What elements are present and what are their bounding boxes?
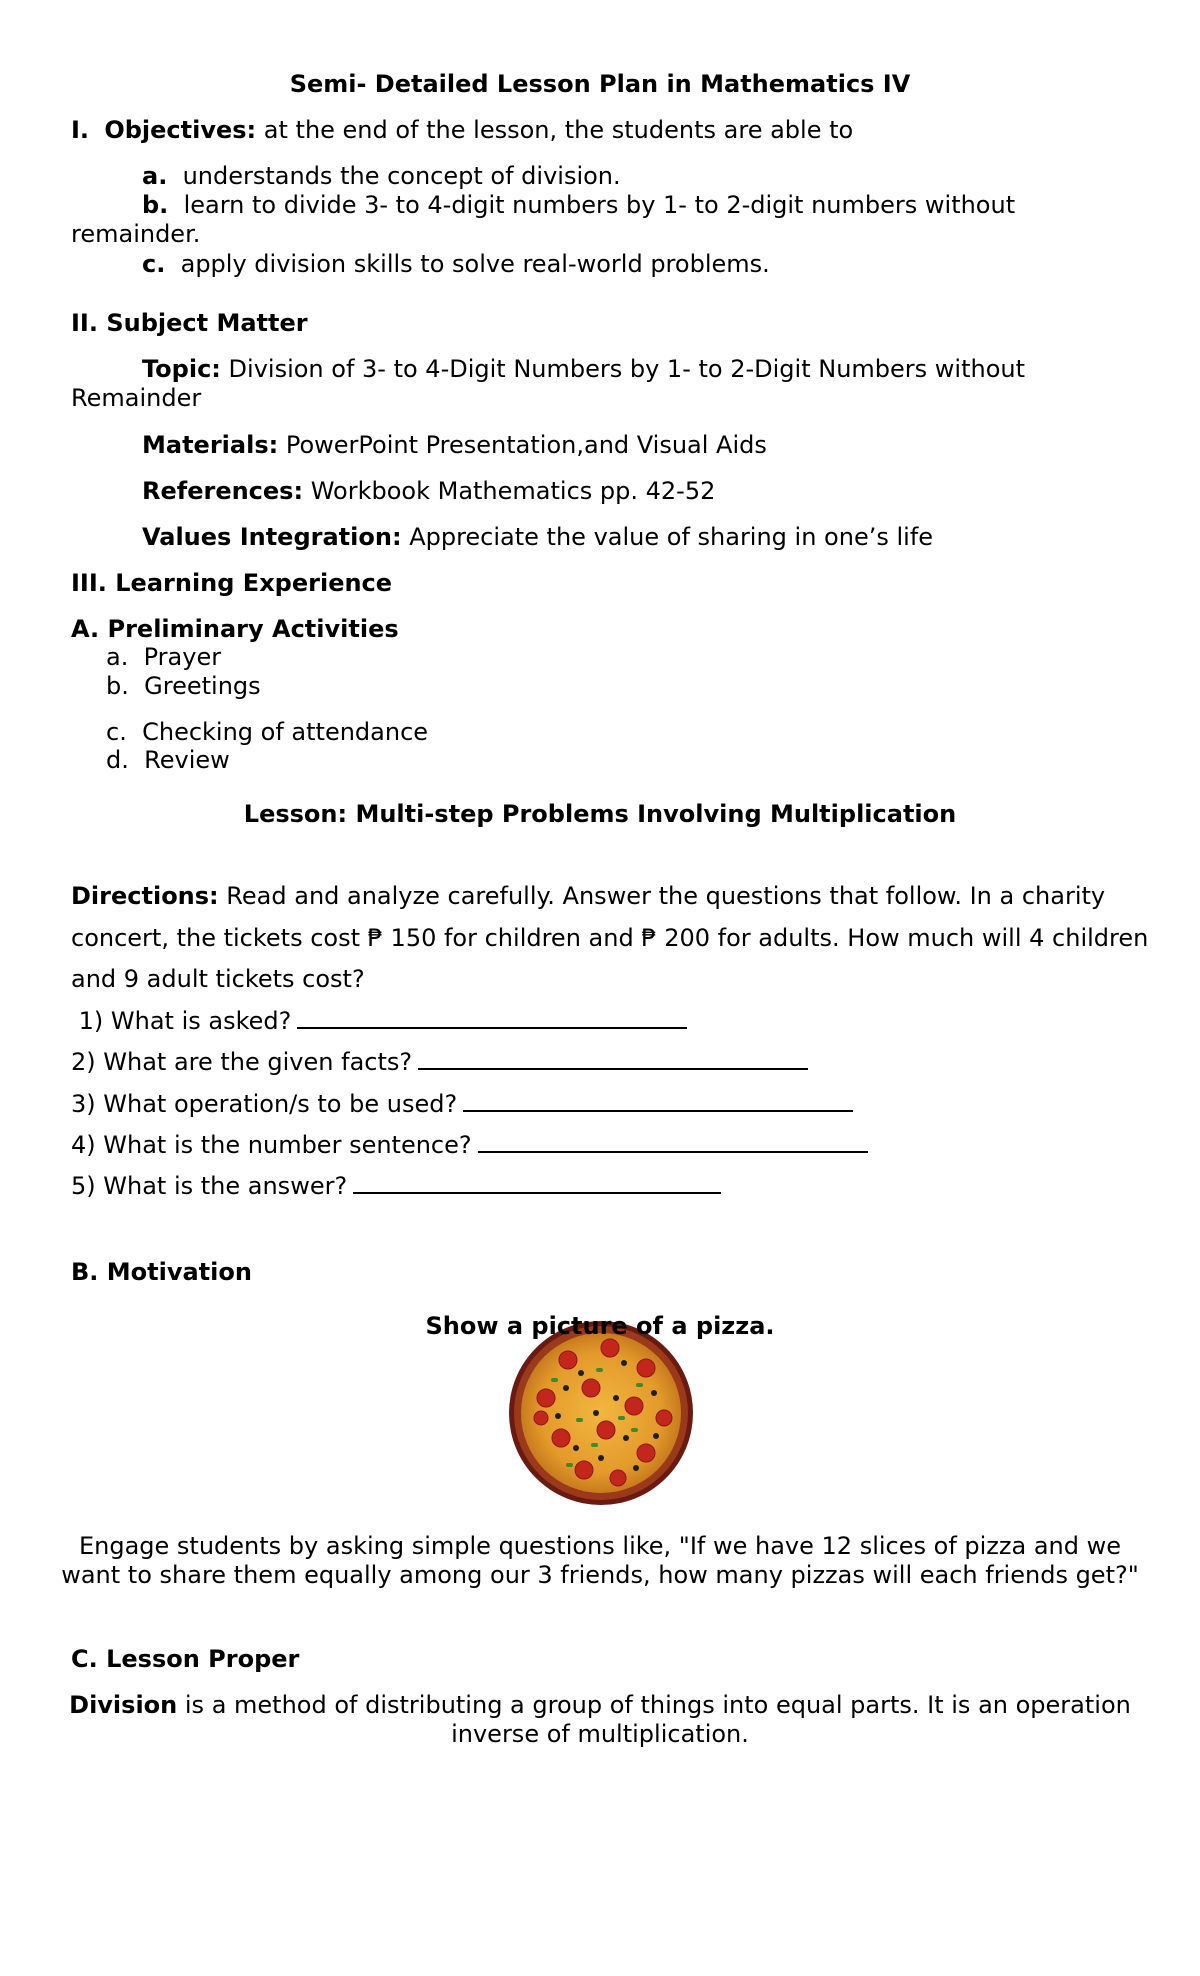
pizza-image <box>506 1318 696 1508</box>
answer-blank[interactable] <box>353 1170 721 1194</box>
engage-line-1: Engage students by asking simple questions like, "If we have 12 slices of pizza and we <box>78 1532 1122 1560</box>
engage-line-2: want to share them equally among our 3 friends, how many pizzas will each friends get?" <box>61 1561 1139 1589</box>
question-item: 5) What is the answer? <box>71 1170 721 1201</box>
directions-line-1: Directions: Read and analyze carefully. Answer the questions that follow. In a charity <box>71 882 1106 910</box>
question-item: 3) What operation/s to be used? <box>71 1088 853 1119</box>
motivation-heading: B. Motivation <box>71 1258 252 1286</box>
directions-line-3: and 9 adult tickets cost? <box>71 965 365 993</box>
learning-experience-heading: III. Learning Experience <box>71 569 393 597</box>
objective-item-b-cont: remainder. <box>71 220 201 248</box>
prelim-item: b. Greetings <box>106 672 261 700</box>
preliminary-activities-heading: A. Preliminary Activities <box>71 615 399 643</box>
answer-blank[interactable] <box>463 1088 853 1112</box>
question-item: 1) What is asked? <box>71 1005 687 1036</box>
materials-line: Materials: PowerPoint Presentation,and Visual Aids <box>142 431 767 459</box>
lesson-proper-heading: C. Lesson Proper <box>71 1645 300 1673</box>
objective-item-b: b. learn to divide 3- to 4-digit numbers by 1- to 2-digit numbers without <box>142 191 1016 219</box>
topic-line-cont: Remainder <box>71 384 202 412</box>
prelim-item: a. Prayer <box>106 643 222 671</box>
subject-matter-heading: II. Subject Matter <box>71 309 308 337</box>
prelim-item: d. Review <box>106 746 230 774</box>
question-item: 4) What is the number sentence? <box>71 1129 868 1160</box>
references-line: References: Workbook Mathematics pp. 42-52 <box>142 477 716 505</box>
answer-blank[interactable] <box>297 1005 687 1029</box>
directions-line-2: concert, the tickets cost ₱ 150 for children and ₱ 200 for adults. How much will 4 children <box>71 924 1149 952</box>
objectives-heading: I. Objectives: at the end of the lesson, the students are able to <box>71 116 854 144</box>
objective-item-a: a. understands the concept of division. <box>142 162 621 190</box>
page-title: Semi- Detailed Lesson Plan in Mathematics IV <box>289 70 911 98</box>
values-line: Values Integration: Appreciate the value of sharing in one’s life <box>142 523 934 551</box>
answer-blank[interactable] <box>418 1046 808 1070</box>
answer-blank[interactable] <box>478 1129 868 1153</box>
lesson-title: Lesson: Multi-step Problems Involving Multiplication <box>243 800 957 828</box>
division-definition-line-1: Division is a method of distributing a group of things into equal parts. It is an operation <box>69 1691 1131 1719</box>
prelim-item: c. Checking of attendance <box>106 718 429 746</box>
topic-line: Topic: Division of 3- to 4-Digit Numbers by 1- to 2-Digit Numbers without <box>142 355 1025 383</box>
show-picture-note: Show a picture of a pizza. <box>425 1312 775 1340</box>
division-definition-line-2: inverse of multiplication. <box>451 1720 749 1748</box>
question-item: 2) What are the given facts? <box>71 1046 808 1077</box>
objective-item-c: c. apply division skills to solve real-world problems. <box>142 250 770 278</box>
